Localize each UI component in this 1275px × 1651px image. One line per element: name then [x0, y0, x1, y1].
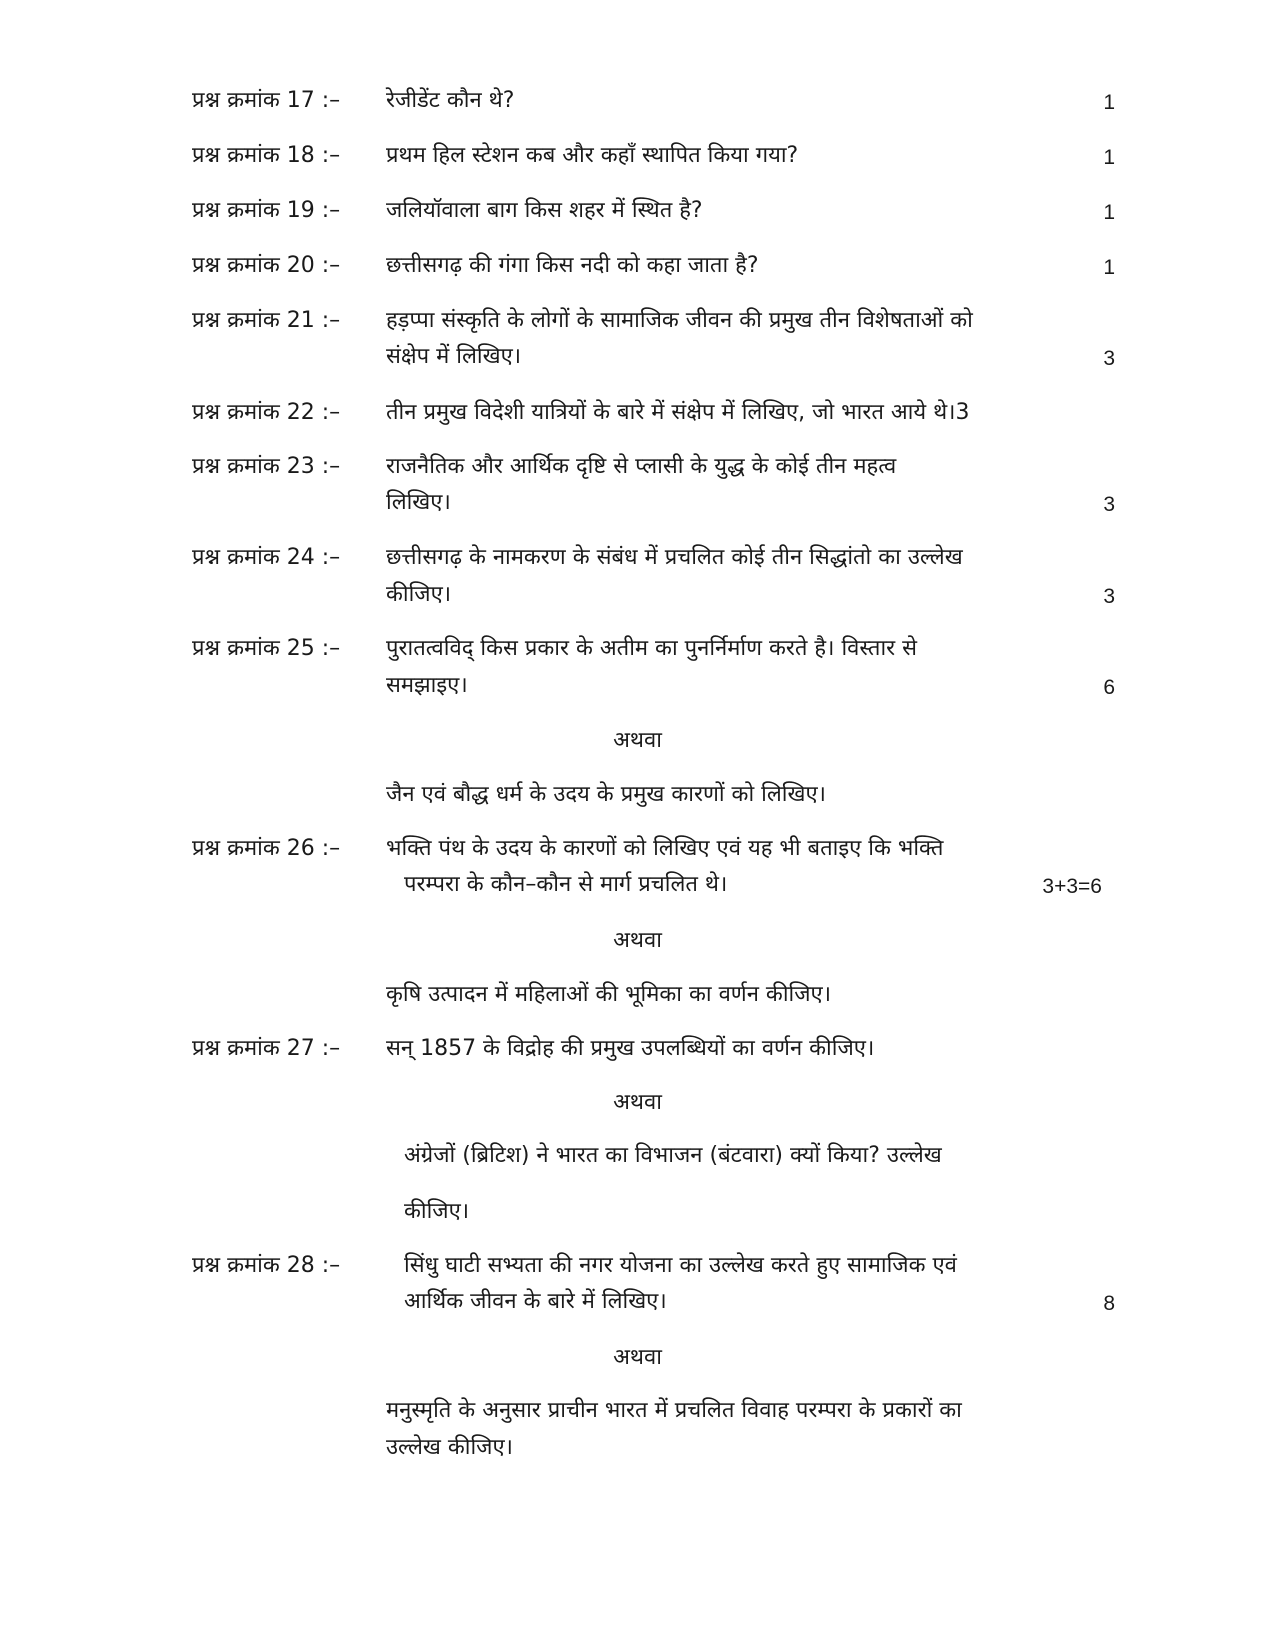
question-23-marks: 3 — [1103, 493, 1115, 516]
question-21-marks: 3 — [1103, 347, 1115, 370]
question-28-marks: 8 — [1103, 1292, 1115, 1315]
question-25-label: प्रश्न क्रमांक 25 :– — [192, 636, 341, 661]
question-20-label: प्रश्न क्रमांक 20 :– — [192, 253, 341, 278]
question-22-label: प्रश्न क्रमांक 22 :– — [192, 400, 341, 425]
question-28-text-continued: आर्थिक जीवन के बारे में लिखिए। — [404, 1289, 667, 1314]
question-24-text: छत्तीसगढ़ के नामकरण के संबंध में प्रचलित कोई तीन सिद्धांतो का उल्लेख — [386, 545, 963, 570]
question-28-alternative-continued: उल्लेख कीजिए। — [386, 1435, 514, 1460]
question-25-alternative: जैन एवं बौद्ध धर्म के उदय के प्रमुख कारणों को लिखिए। — [386, 782, 826, 807]
question-28-alternative: मनुस्मृति के अनुसार प्राचीन भारत में प्रचलित विवाह परम्परा के प्रकारों का — [386, 1398, 962, 1423]
question-27-or-label: अथवा — [613, 1090, 662, 1115]
question-26-text-continued: परम्परा के कौन–कौन से मार्ग प्रचलित थे। — [404, 872, 728, 897]
question-19-marks: 1 — [1103, 201, 1115, 224]
question-24-marks: 3 — [1103, 585, 1115, 608]
question-19-label: प्रश्न क्रमांक 19 :– — [192, 198, 341, 223]
question-24-label: प्रश्न क्रमांक 24 :– — [192, 545, 341, 570]
question-24-text-continued: कीजिए। — [386, 582, 452, 607]
question-21-text: हड़प्पा संस्कृति के लोगों के सामाजिक जीवन की प्रमुख तीन विशेषताओं को — [386, 308, 973, 333]
question-26-label: प्रश्न क्रमांक 26 :– — [192, 836, 341, 861]
question-28-label: प्रश्न क्रमांक 28 :– — [192, 1253, 341, 1278]
question-22-text: तीन प्रमुख विदेशी यात्रियों के बारे में संक्षेप में लिखिए, जो भारत आये थे।3 — [386, 400, 970, 425]
question-18-text: प्रथम हिल स्टेशन कब और कहाँ स्थापित किया गया? — [386, 143, 799, 168]
question-27-label: प्रश्न क्रमांक 27 :– — [192, 1036, 341, 1061]
question-26-or-label: अथवा — [613, 928, 662, 953]
question-25-text-continued: समझाइए। — [386, 673, 468, 698]
question-23-label: प्रश्न क्रमांक 23 :– — [192, 454, 341, 479]
question-25-text: पुरातत्वविद् किस प्रकार के अतीम का पुनर्निर्माण करते है। विस्तार से — [386, 636, 918, 661]
question-19-text: जलियॉवाला बाग किस शहर में स्थित है? — [386, 198, 703, 223]
question-17-marks: 1 — [1103, 91, 1115, 114]
question-26-text: भक्ति पंथ के उदय के कारणों को लिखिए एवं यह भी बताइए कि भक्ति — [386, 836, 944, 861]
question-18-label: प्रश्न क्रमांक 18 :– — [192, 143, 341, 168]
question-25-or-label: अथवा — [613, 728, 662, 753]
question-27-alternative-continued: कीजिए। — [404, 1199, 470, 1224]
question-26-marks: 3+3=6 — [1042, 875, 1102, 898]
question-21-label: प्रश्न क्रमांक 21 :– — [192, 308, 341, 333]
question-23-text-continued: लिखिए। — [386, 490, 451, 515]
question-27-text: सन् 1857 के विद्रोह की प्रमुख उपलब्धियों का वर्णन कीजिए। — [386, 1036, 875, 1061]
question-18-marks: 1 — [1103, 146, 1115, 169]
question-17-label: प्रश्न क्रमांक 17 :– — [192, 88, 341, 113]
question-28-text: सिंधु घाटी सभ्यता की नगर योजना का उल्लेख करते हुए सामाजिक एवं — [404, 1253, 957, 1278]
question-27-alternative: अंग्रेजों (ब्रिटिश) ने भारत का विभाजन (बंटवारा) क्यों किया? उल्लेख — [404, 1143, 942, 1168]
question-28-or-label: अथवा — [613, 1345, 662, 1370]
question-20-marks: 1 — [1103, 256, 1115, 279]
question-25-marks: 6 — [1103, 676, 1115, 699]
question-26-alternative: कृषि उत्पादन में महिलाओं की भूमिका का वर्णन कीजिए। — [386, 982, 832, 1007]
question-20-text: छत्तीसगढ़ की गंगा किस नदी को कहा जाता है? — [386, 253, 759, 278]
question-21-text-continued: संक्षेप में लिखिए। — [386, 344, 522, 369]
question-23-text: राजनैतिक और आर्थिक दृष्टि से प्लासी के युद्ध के कोई तीन महत्व — [386, 454, 897, 479]
question-17-text: रेजीडेंट कौन थे? — [386, 88, 515, 113]
